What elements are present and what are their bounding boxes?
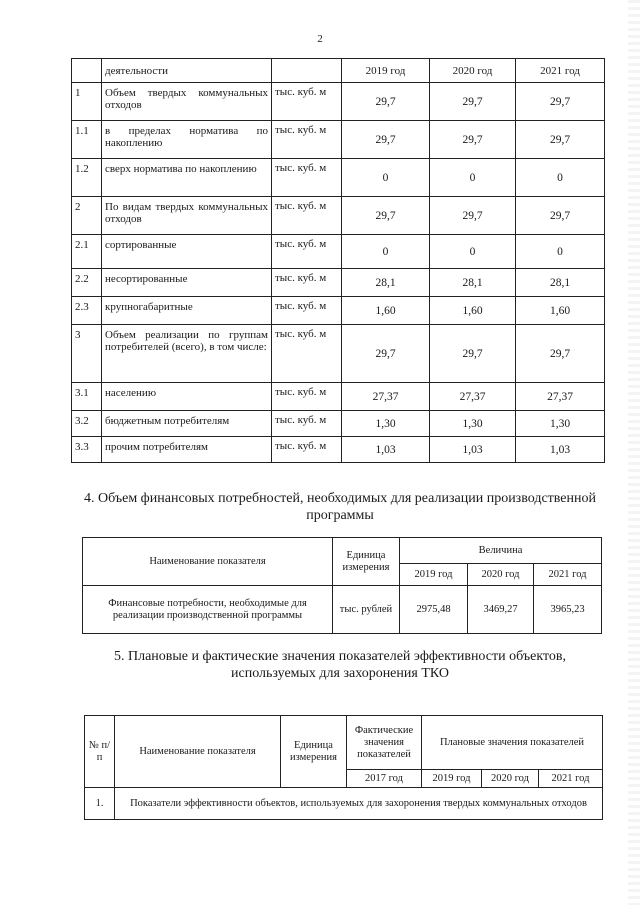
row-value-2020: 1,30 (430, 411, 516, 437)
year-2019-header: 2019 год (400, 564, 468, 586)
row-number: 1.1 (72, 121, 102, 159)
row-value-2019: 1,03 (342, 437, 430, 463)
section-4-title: 4. Объем финансовых потребностей, необходимых для реализации производственной программы (83, 491, 596, 523)
waste-volume-table (71, 58, 605, 463)
year-2021-header: 2021 год (534, 564, 602, 586)
table-row (72, 235, 605, 269)
row-value-2020: 0 (430, 235, 516, 269)
col-value-header: Величина (400, 538, 602, 564)
section-5-title: 5. Плановые и фактические значения показателей эффективности объектов, используемых для захоронения ТКО (113, 649, 566, 681)
row-name: населению (102, 383, 272, 411)
table-row (72, 269, 605, 297)
row-number: 3.2 (72, 411, 102, 437)
header-name-cell: деятельности (102, 59, 272, 83)
row-name: в пределах норматива по накоплению (102, 121, 272, 159)
row-unit: тыс. куб. м (272, 437, 342, 463)
row-value-2020: 0 (430, 159, 516, 197)
row-value-2020: 27,37 (430, 383, 516, 411)
table-row (72, 121, 605, 159)
table-row (85, 788, 603, 820)
table-row (72, 383, 605, 411)
row-value-2021: 28,1 (516, 269, 605, 297)
row-name: прочим потребителям (102, 437, 272, 463)
row-value-2019: 28,1 (342, 269, 430, 297)
row-value-2021: 0 (516, 235, 605, 269)
table-row (72, 83, 605, 121)
row-name: Финансовые потребности, необходимые для реализации производственной программы (83, 586, 333, 634)
row-value-2019: 1,60 (342, 297, 430, 325)
row-value-2020: 1,60 (430, 297, 516, 325)
row-value-2020: 3469,27 (468, 586, 534, 634)
row-unit: тыс. куб. м (272, 83, 342, 121)
row-number: 3.3 (72, 437, 102, 463)
row-unit: тыс. куб. м (272, 269, 342, 297)
col-num-header: № п/п (85, 716, 115, 788)
page-number: 2 (317, 33, 323, 45)
row-value-2019: 0 (342, 235, 430, 269)
row-unit: тыс. куб. м (272, 235, 342, 269)
row-value-2021: 29,7 (516, 325, 605, 383)
row-unit: тыс. куб. м (272, 411, 342, 437)
row-value-2019: 29,7 (342, 121, 430, 159)
financial-needs-table (82, 537, 602, 634)
col-unit-header: Единица измерения (333, 538, 400, 586)
row-value-2021: 29,7 (516, 121, 605, 159)
header-year-2021: 2021 год (516, 59, 605, 83)
row-unit: тыс. куб. м (272, 197, 342, 235)
row-value-2021: 1,03 (516, 437, 605, 463)
header-year-2019: 2019 год (342, 59, 430, 83)
row-value-2020: 29,7 (430, 197, 516, 235)
row-unit: тыс. куб. м (272, 383, 342, 411)
row-value-2021: 0 (516, 159, 605, 197)
table-row (72, 325, 605, 383)
row-name: несортированные (102, 269, 272, 297)
row-number: 1.2 (72, 159, 102, 197)
row-name: Объем реализации по группам потребителей (всего), в том числе: (102, 325, 272, 383)
year-2020-header: 2020 год (468, 564, 534, 586)
row-unit: тыс. куб. м (272, 121, 342, 159)
row-unit: тыс. куб. м (272, 325, 342, 383)
col-name-header: Наименование показателя (83, 538, 333, 586)
row-unit: тыс. рублей (333, 586, 400, 634)
row-value-2021: 29,7 (516, 197, 605, 235)
row-value-2020: 29,7 (430, 121, 516, 159)
row-name: По видам твердых коммунальных отходов (102, 197, 272, 235)
row-name: сверх норматива по накоплению (102, 159, 272, 197)
table-row (72, 159, 605, 197)
row-value-2020: 29,7 (430, 83, 516, 121)
row-value-2020: 1,03 (430, 437, 516, 463)
row-value-2020: 29,7 (430, 325, 516, 383)
row-unit: тыс. куб. м (272, 159, 342, 197)
col-name-header: Наименование показателя (115, 716, 281, 788)
row-value-2021: 29,7 (516, 83, 605, 121)
row-number: 3.1 (72, 383, 102, 411)
row-unit: тыс. куб. м (272, 297, 342, 325)
row-value-2019: 27,37 (342, 383, 430, 411)
plan-year-2019: 2019 год (422, 770, 482, 788)
table-row (72, 411, 605, 437)
row-number: 2.3 (72, 297, 102, 325)
row-name: бюджетным потребителям (102, 411, 272, 437)
plan-year-2021: 2021 год (539, 770, 603, 788)
header-num-cell (72, 59, 102, 83)
fact-year-header: 2017 год (347, 770, 422, 788)
table-row (83, 586, 602, 634)
col-unit-header: Единица измерения (281, 716, 347, 788)
efficiency-indicators-table (84, 715, 603, 820)
table-row (72, 297, 605, 325)
table-row (72, 437, 605, 463)
col-plan-header: Плановые значения показателей (422, 716, 603, 770)
row-number: 3 (72, 325, 102, 383)
row-value-2020: 28,1 (430, 269, 516, 297)
table-row (72, 197, 605, 235)
row-number: 2.1 (72, 235, 102, 269)
plan-year-2020: 2020 год (482, 770, 539, 788)
row-value-2019: 29,7 (342, 83, 430, 121)
row-number: 1 (72, 83, 102, 121)
row-value-2019: 29,7 (342, 325, 430, 383)
row-value-2021: 1,30 (516, 411, 605, 437)
row-name: Объем твердых коммунальных отходов (102, 83, 272, 121)
table-header-row (72, 59, 605, 83)
row-number: 2 (72, 197, 102, 235)
row-value-2021: 3965,23 (534, 586, 602, 634)
header-year-2020: 2020 год (430, 59, 516, 83)
row-num: 1. (85, 788, 115, 820)
row-value-2021: 1,60 (516, 297, 605, 325)
row-name: сортированные (102, 235, 272, 269)
row-value-2019: 1,30 (342, 411, 430, 437)
row-value-2019: 0 (342, 159, 430, 197)
header-unit-cell (272, 59, 342, 83)
col-fact-header: Фактические значения показателей (347, 716, 422, 770)
row-value-2019: 29,7 (342, 197, 430, 235)
row-name: крупногабаритные (102, 297, 272, 325)
row-number: 2.2 (72, 269, 102, 297)
row-value-2019: 2975,48 (400, 586, 468, 634)
scan-edge (628, 0, 640, 905)
row-name: Показатели эффективности объектов, используемых для захоронения твердых коммунальных отходов (115, 788, 603, 820)
row-value-2021: 27,37 (516, 383, 605, 411)
